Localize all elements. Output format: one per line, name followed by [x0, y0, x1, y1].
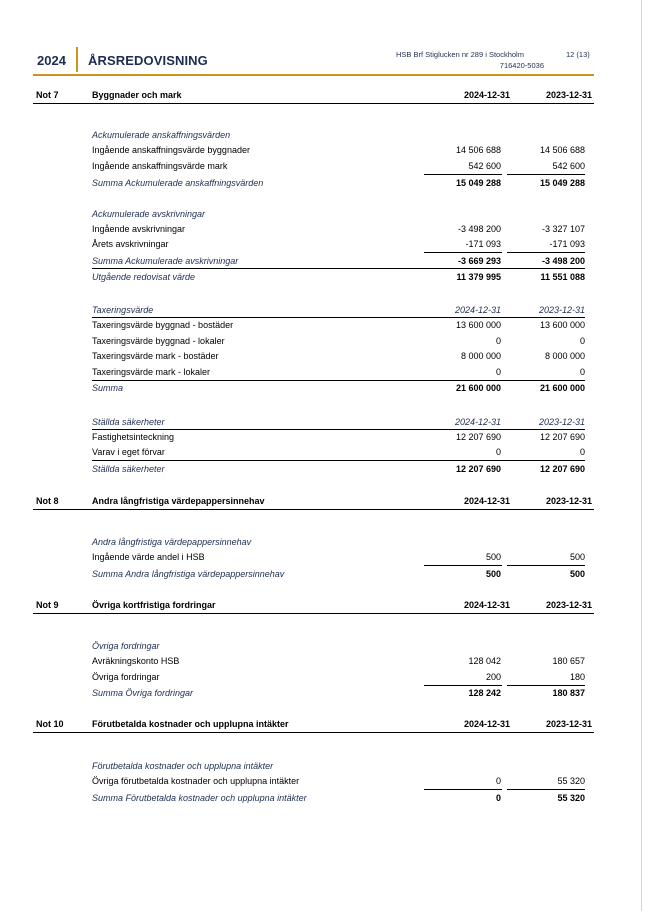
table-row [92, 670, 588, 684]
sum-row [92, 791, 588, 805]
underline [424, 252, 502, 253]
note-7-header [33, 89, 594, 103]
row-label: Övriga fordringar [92, 641, 160, 651]
column-header-2023: 2023-12-31 [545, 719, 592, 729]
value-2024: -3 669 293 [457, 256, 501, 266]
value-2024: 15 049 288 [455, 178, 501, 188]
value-2024: 200 [485, 672, 501, 682]
column-header-2024: 2024-12-31 [454, 417, 501, 427]
table-row [92, 334, 588, 348]
table-row [92, 445, 588, 459]
value-2024: 0 [495, 793, 501, 803]
row-label: Taxeringsvärde byggnad - lokaler [92, 336, 225, 346]
value-2023: 15 049 288 [539, 178, 585, 188]
table-row [92, 774, 588, 788]
note-title: Förutbetalda kostnader och upplupna intäkter [92, 719, 289, 729]
row-label: Taxeringsvärde byggnad - bostäder [92, 320, 234, 330]
subheading [92, 207, 588, 221]
value-2023: 14 506 688 [539, 145, 585, 155]
table-row [92, 237, 588, 251]
row-label: Ackumulerade anskaffningsvärden [92, 130, 231, 140]
header-separator [76, 47, 78, 72]
value-2023: 180 [569, 672, 585, 682]
note-number: Not 9 [36, 600, 59, 610]
table-row [92, 143, 588, 157]
underline [507, 174, 585, 175]
table-row [92, 318, 588, 332]
note-number: Not 8 [36, 496, 59, 506]
value-2024: 12 207 690 [455, 464, 501, 474]
sum-row [92, 176, 588, 190]
sum-row [92, 381, 588, 395]
underline [424, 789, 502, 790]
row-label: Varav i eget förvar [92, 447, 165, 457]
value-2024: 14 506 688 [455, 145, 501, 155]
value-2024: 12 207 690 [455, 432, 501, 442]
value-2023: 0 [579, 447, 585, 457]
value-2024: 11 379 995 [456, 272, 501, 282]
header-rule [33, 74, 594, 76]
note-8-header [33, 495, 594, 509]
column-header-2024: 2024-12-31 [463, 719, 510, 729]
organization-number: 716420-5036 [499, 61, 544, 70]
row-label: Summa Ackumulerade anskaffningsvärden [92, 178, 264, 188]
table-row [92, 365, 588, 379]
report-year: 2024 [37, 53, 66, 68]
value-2023: 542 600 [552, 161, 585, 171]
section-rule [33, 732, 594, 733]
subheading [92, 415, 588, 429]
value-2023: 0 [579, 367, 585, 377]
value-2023: 12 207 690 [539, 464, 585, 474]
value-2023: 11 551 088 [540, 272, 585, 282]
value-2024: 0 [495, 447, 501, 457]
value-2024: -3 498 200 [457, 224, 501, 234]
note-title: Övriga kortfristiga fordringar [92, 600, 216, 610]
note-title: Andra långfristiga värdepappersinnehav [92, 496, 265, 506]
sum-row [92, 462, 588, 476]
table-row [92, 654, 588, 668]
value-2024: 0 [495, 776, 501, 786]
section-rule [33, 509, 594, 510]
table-row [92, 349, 588, 363]
table-row [92, 550, 588, 564]
table-row [92, 222, 588, 236]
column-header-2024: 2024-12-31 [463, 496, 510, 506]
row-label: Ingående anskaffningsvärde mark [92, 161, 228, 171]
value-2023: 180 657 [552, 656, 585, 666]
value-2024: 500 [485, 569, 501, 579]
column-header-2023: 2023-12-31 [545, 496, 592, 506]
value-2024: 0 [495, 336, 501, 346]
subheading [92, 639, 588, 653]
value-2024: 0 [495, 367, 501, 377]
page-edge [641, 0, 642, 911]
value-2023: 55 320 [557, 776, 585, 786]
row-label: Summa Övriga fordringar [92, 688, 194, 698]
table-row [92, 430, 588, 444]
sum-row [92, 270, 588, 284]
row-label: Taxeringsvärde mark - lokaler [92, 367, 211, 377]
row-label: Ingående värde andel i HSB [92, 552, 205, 562]
row-label: Summa Ackumulerade avskrivningar [92, 256, 239, 266]
row-label: Fastighetsinteckning [92, 432, 175, 442]
column-header-2024: 2024-12-31 [463, 90, 510, 100]
column-header-2024: 2024-12-31 [463, 600, 510, 610]
subheading [92, 759, 588, 773]
value-2024: 13 600 000 [455, 320, 501, 330]
row-label: Taxeringsvärde [92, 305, 154, 315]
value-2023: -3 327 107 [541, 224, 585, 234]
row-label: Avräkningskonto HSB [92, 656, 180, 666]
value-2023: 8 000 000 [544, 351, 585, 361]
value-2024: 128 242 [468, 688, 501, 698]
column-header-2023: 2023-12-31 [545, 600, 592, 610]
value-2024: 128 042 [468, 656, 501, 666]
row-label: Andra långfristiga värdepappersinnehav [92, 537, 252, 547]
column-header-2023: 2023-12-31 [545, 90, 592, 100]
value-2023: -3 498 200 [541, 256, 585, 266]
note-9-header [33, 599, 594, 613]
value-2023: 21 600 000 [539, 383, 585, 393]
table-row [92, 159, 588, 173]
value-2024: 542 600 [468, 161, 501, 171]
row-label: Summa [92, 383, 124, 393]
sum-row [92, 254, 588, 268]
row-label: Ställda säkerheter [92, 464, 165, 474]
note-number: Not 7 [36, 90, 59, 100]
underline [424, 565, 502, 566]
value-2023: -171 093 [549, 239, 585, 249]
note-title: Byggnader och mark [92, 90, 182, 100]
row-label: Ingående avskrivningar [92, 224, 186, 234]
note-number: Not 10 [36, 719, 64, 729]
value-2024: -171 093 [465, 239, 501, 249]
underline [424, 174, 502, 175]
subheading [92, 128, 588, 142]
value-2024: 500 [485, 552, 501, 562]
row-label: Övriga fordringar [92, 672, 160, 682]
column-header-2023: 2023-12-31 [538, 417, 585, 427]
underline [92, 268, 585, 269]
value-2023: 55 320 [557, 793, 585, 803]
sum-row [92, 567, 588, 581]
sum-row [92, 686, 588, 700]
value-2023: 180 837 [552, 688, 585, 698]
row-label: Årets avskrivningar [92, 239, 169, 249]
underline [507, 252, 585, 253]
value-2024: 8 000 000 [460, 351, 501, 361]
value-2024: 21 600 000 [455, 383, 501, 393]
value-2023: 0 [579, 336, 585, 346]
row-label: Summa Andra långfristiga värdepappersinnehav [92, 569, 285, 579]
subheading [92, 303, 588, 317]
value-2023: 500 [569, 569, 585, 579]
report-title: ÅRSREDOVISNING [88, 53, 208, 68]
row-label: Ackumulerade avskrivningar [92, 209, 206, 219]
row-label: Taxeringsvärde mark - bostäder [92, 351, 219, 361]
column-header-2023: 2023-12-31 [538, 305, 585, 315]
note-10-header [33, 718, 594, 732]
page-number: 12 (13) [566, 50, 590, 59]
organization-name: HSB Brf Stiglucken nr 289 i Stockholm [396, 50, 524, 59]
subheading [92, 535, 588, 549]
row-label: Övriga förutbetalda kostnader och upplupna intäkter [92, 776, 300, 786]
row-label: Summa Förutbetalda kostnader och upplupna intäkter [92, 793, 307, 803]
value-2023: 12 207 690 [539, 432, 585, 442]
row-label: Utgående redovisat värde [92, 272, 196, 282]
section-rule [33, 103, 594, 104]
value-2023: 500 [569, 552, 585, 562]
row-label: Ställda säkerheter [92, 417, 165, 427]
underline [92, 460, 585, 461]
section-rule [33, 613, 594, 614]
value-2023: 13 600 000 [539, 320, 585, 330]
column-header-2024: 2024-12-31 [454, 305, 501, 315]
underline [507, 789, 585, 790]
underline [507, 565, 585, 566]
row-label: Ingående anskaffningsvärde byggnader [92, 145, 250, 155]
row-label: Förutbetalda kostnader och upplupna intäkter [92, 761, 274, 771]
